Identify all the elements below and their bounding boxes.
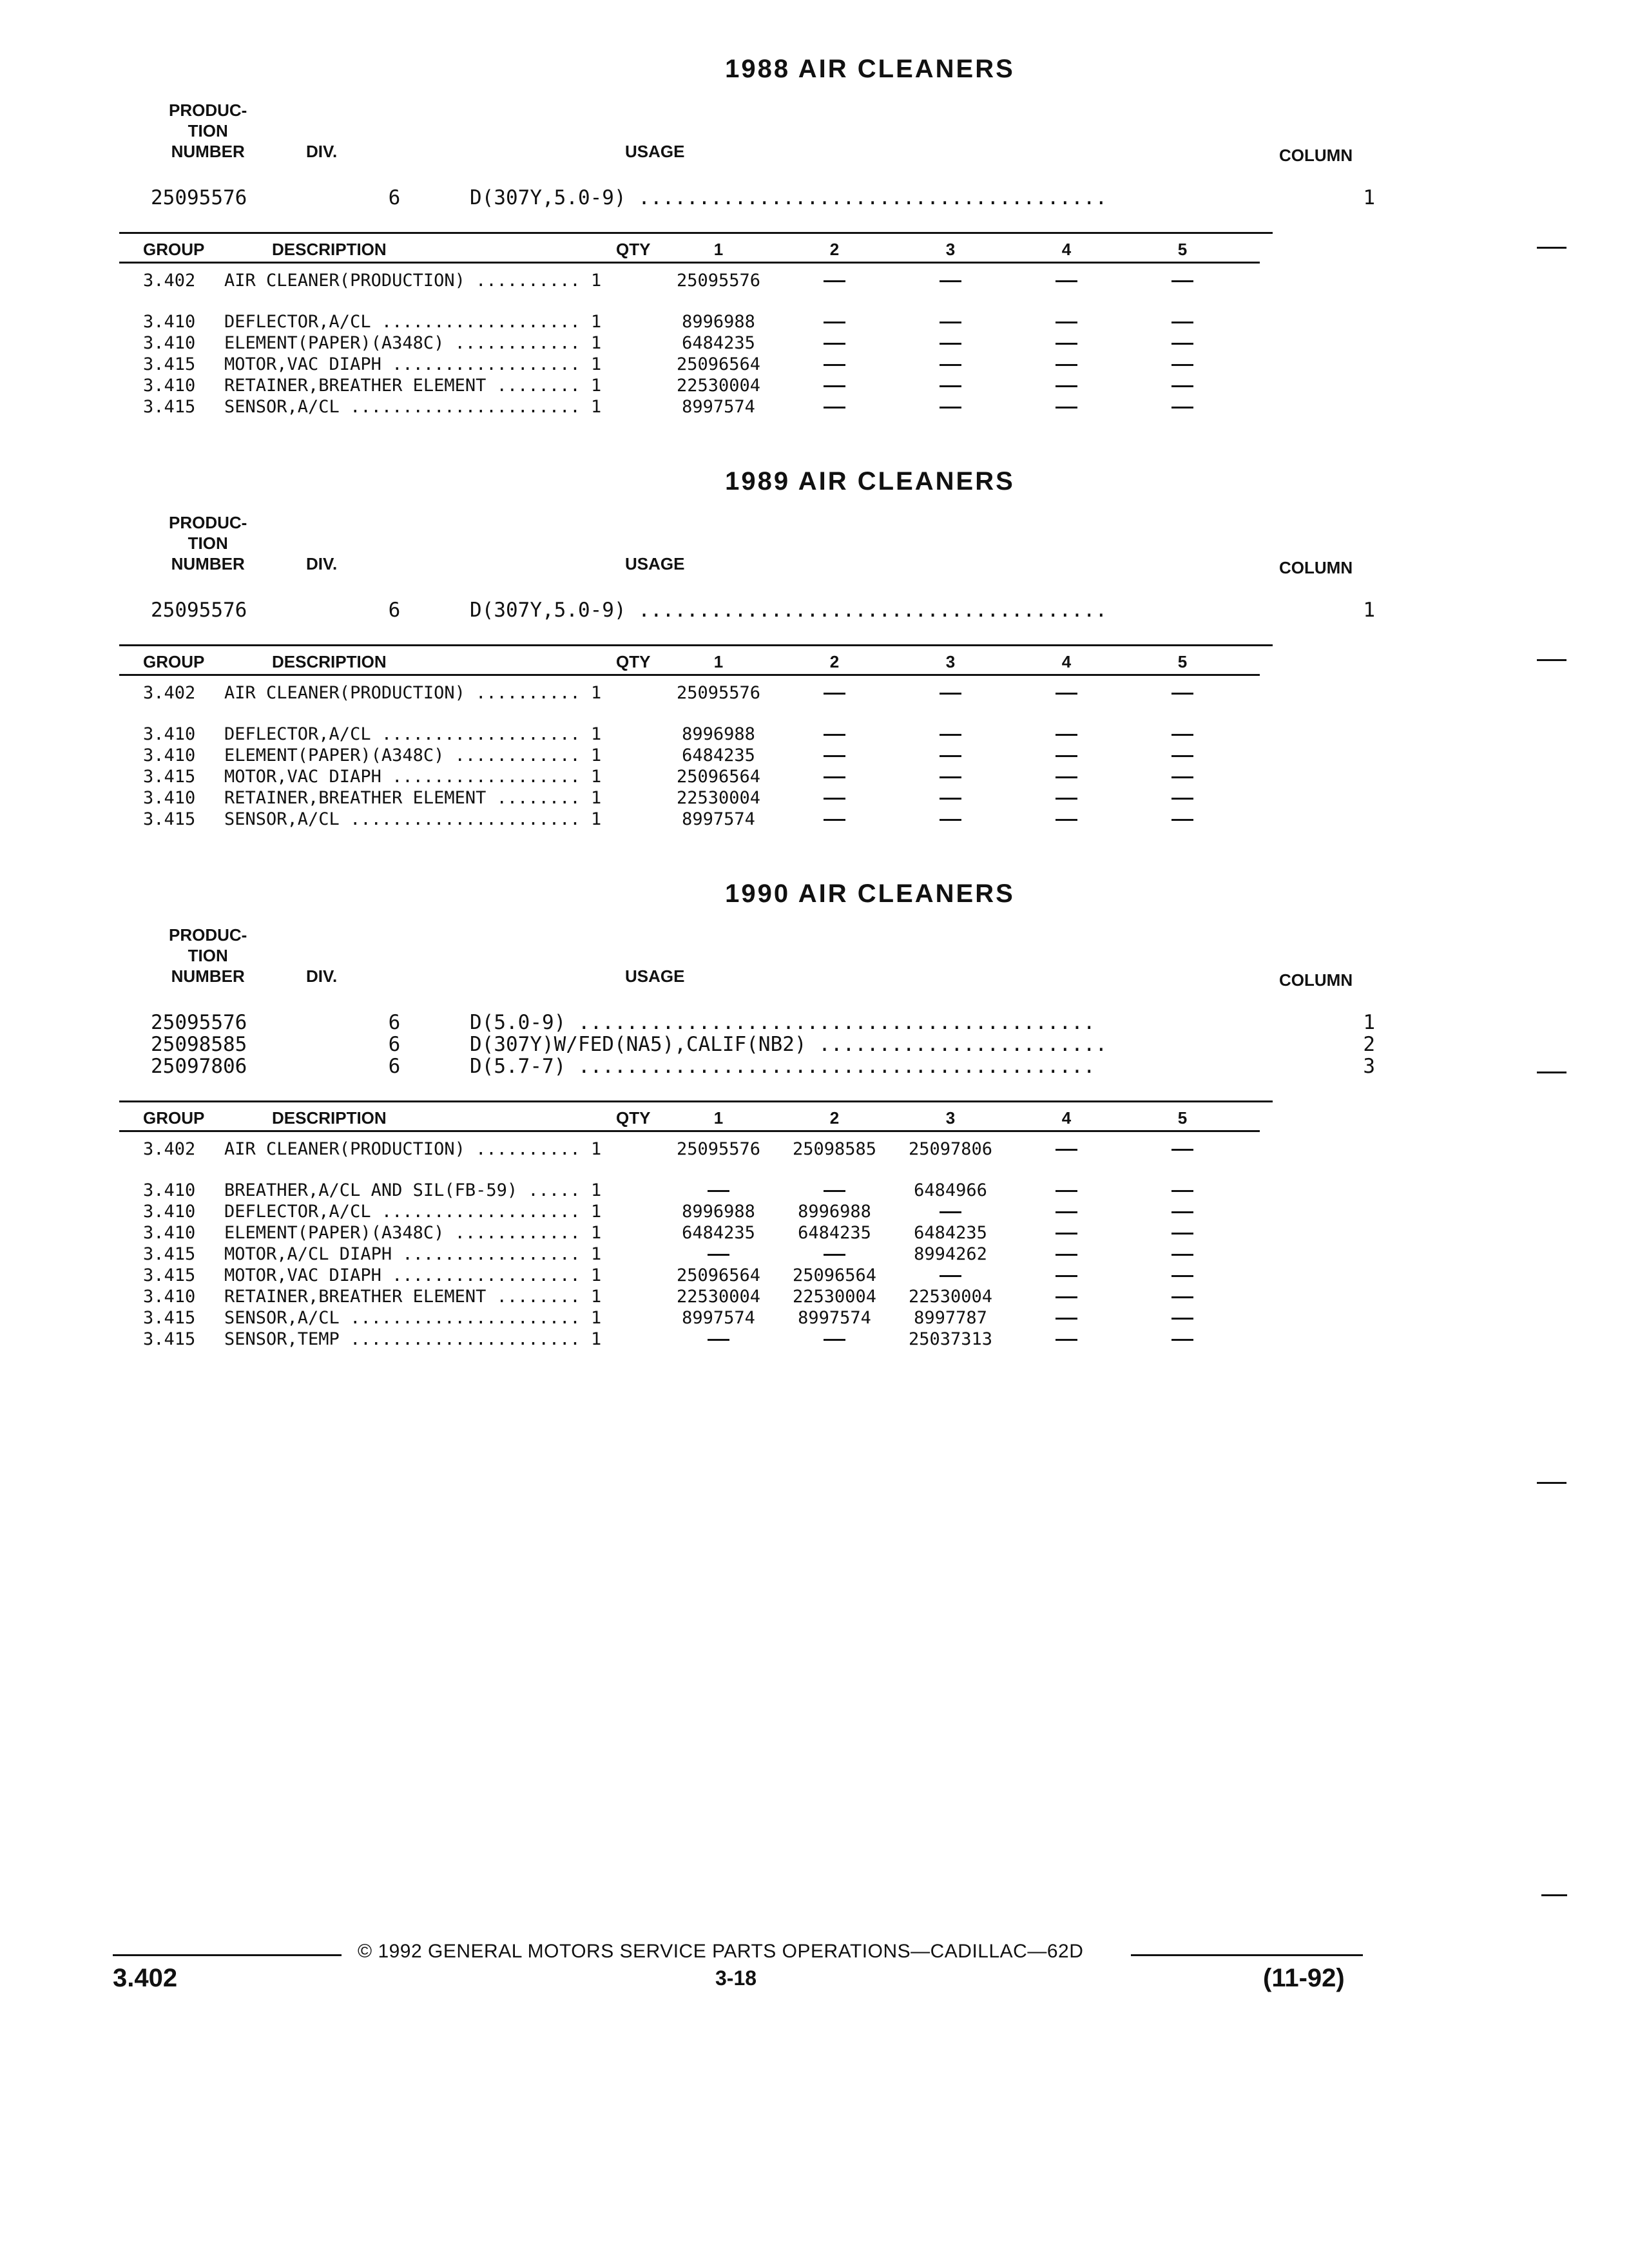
air-cleaner-section <box>110 879 1375 1349</box>
air-cleaner-section <box>110 467 1373 879</box>
description-column-header: DESCRIPTION <box>272 652 387 671</box>
part-number: 22530004 <box>676 788 761 808</box>
group-number: 3.410 <box>143 376 196 396</box>
header-line: NUMBER <box>171 966 245 986</box>
qty-column-header: QTY <box>616 1108 651 1128</box>
part-description: AIR CLEANER(PRODUCTION) .......... 1 <box>224 1139 602 1159</box>
part-description: MOTOR,VAC DIAPH .................. 1 <box>224 767 602 787</box>
group-number: 3.415 <box>143 1244 196 1264</box>
not-applicable-dash <box>1008 1329 1124 1350</box>
part-description: DEFLECTOR,A/CL ................... 1 <box>224 312 602 332</box>
table-row <box>110 683 1269 704</box>
section-rule <box>119 1100 1273 1102</box>
production-number: 25097806 <box>151 1055 247 1078</box>
header-line: PRODUC- <box>169 513 247 532</box>
not-applicable-dash <box>1008 1180 1124 1201</box>
part-number: 8997574 <box>798 1308 871 1328</box>
not-applicable-dash <box>892 745 1008 766</box>
part-number: 25096564 <box>676 1265 761 1285</box>
not-applicable-dash <box>1008 1139 1124 1160</box>
part-number: 25095576 <box>676 271 761 291</box>
part-number: 8996988 <box>682 1202 755 1222</box>
not-applicable-dash <box>1124 745 1240 766</box>
not-applicable-dash <box>660 1244 776 1265</box>
column-number: 1 <box>1363 599 1375 622</box>
not-applicable-dash <box>1008 683 1124 704</box>
table-row <box>110 333 1269 354</box>
not-applicable-dash <box>776 788 892 809</box>
production-number-header <box>169 512 247 574</box>
part-description: MOTOR,VAC DIAPH .................. 1 <box>224 1265 602 1285</box>
division: 6 <box>388 1033 401 1056</box>
div-header: DIV. <box>306 554 338 573</box>
header-line: PRODUC- <box>169 925 247 945</box>
usage-header: USAGE <box>625 142 685 161</box>
footer-group-number: 3.402 <box>113 1964 178 1992</box>
table-row <box>110 1329 1269 1350</box>
not-applicable-dash <box>1008 745 1124 766</box>
group-column-header: GROUP <box>143 652 205 671</box>
usage: D(5.0-9) ........................................... <box>470 1012 1095 1033</box>
part-description: AIR CLEANER(PRODUCTION) .......... 1 <box>224 683 602 703</box>
column-number: 1 <box>1363 186 1375 209</box>
margin-mark <box>1541 1894 1567 1896</box>
not-applicable-dash <box>1008 376 1124 396</box>
margin-mark <box>1537 1072 1566 1073</box>
group-number: 3.415 <box>143 1265 196 1285</box>
not-applicable-dash <box>1008 312 1124 332</box>
part-number: 22530004 <box>676 376 761 396</box>
group-number: 3.410 <box>143 312 196 332</box>
column-2-header: 2 <box>829 240 840 259</box>
group-number: 3.410 <box>143 1287 196 1307</box>
part-number: 6484235 <box>914 1223 987 1243</box>
table-row <box>110 724 1269 745</box>
part-description: ELEMENT(PAPER)(A348C) ............ 1 <box>224 333 602 353</box>
margin-mark <box>1537 1482 1566 1484</box>
part-number: 6484966 <box>914 1180 987 1200</box>
table-row <box>110 1265 1269 1286</box>
part-number: 8997574 <box>682 1308 755 1328</box>
part-description: SENSOR,TEMP ...................... 1 <box>224 1329 602 1349</box>
column-3-header: 3 <box>945 240 956 259</box>
part-number: 25097806 <box>908 1139 993 1159</box>
part-description: MOTOR,A/CL DIAPH ................. 1 <box>224 1244 602 1264</box>
not-applicable-dash <box>1124 1329 1240 1350</box>
section-title: 1989 AIR CLEANERS <box>725 467 1015 495</box>
group-number: 3.402 <box>143 271 196 291</box>
part-number: 22530004 <box>908 1287 993 1307</box>
not-applicable-dash <box>1124 1308 1240 1329</box>
part-description: ELEMENT(PAPER)(A348C) ............ 1 <box>224 745 602 765</box>
not-applicable-dash <box>1008 724 1124 745</box>
section-title: 1988 AIR CLEANERS <box>725 55 1015 83</box>
usage: D(307Y,5.0-9) ....................................... <box>470 599 1108 621</box>
column-3-header: 3 <box>945 1108 956 1128</box>
header-line: TION <box>188 533 228 553</box>
not-applicable-dash <box>892 724 1008 745</box>
group-number: 3.410 <box>143 724 196 744</box>
table-row <box>110 1308 1269 1329</box>
header-line: TION <box>188 121 228 140</box>
description-column-header: DESCRIPTION <box>272 1108 387 1128</box>
not-applicable-dash <box>776 271 892 291</box>
group-number: 3.410 <box>143 1202 196 1222</box>
part-number: 6484235 <box>682 1223 755 1243</box>
not-applicable-dash <box>892 1202 1008 1222</box>
part-number: 8997574 <box>682 397 755 417</box>
not-applicable-dash <box>892 1265 1008 1286</box>
header-line: NUMBER <box>171 142 245 161</box>
table-row <box>110 1202 1269 1222</box>
column-number: 2 <box>1363 1033 1375 1056</box>
group-number: 3.410 <box>143 1223 196 1243</box>
part-number: 6484235 <box>798 1223 871 1243</box>
usage: D(307Y,5.0-9) ....................................... <box>470 187 1108 209</box>
not-applicable-dash <box>776 1329 892 1350</box>
column-5-header: 5 <box>1177 240 1188 259</box>
table-row <box>110 1287 1269 1307</box>
not-applicable-dash <box>892 809 1008 830</box>
not-applicable-dash <box>1008 788 1124 809</box>
table-row <box>110 788 1269 809</box>
not-applicable-dash <box>892 312 1008 332</box>
not-applicable-dash <box>1124 1244 1240 1265</box>
part-description: MOTOR,VAC DIAPH .................. 1 <box>224 354 602 374</box>
footer-rule-left <box>113 1954 342 1956</box>
column-2-header: 2 <box>829 1108 840 1128</box>
table-row <box>110 376 1269 396</box>
group-number: 3.415 <box>143 1329 196 1349</box>
group-column-header: GROUP <box>143 1108 205 1128</box>
part-description: BREATHER,A/CL AND SIL(FB-59) ..... 1 <box>224 1180 602 1200</box>
group-number: 3.410 <box>143 788 196 808</box>
table-row <box>110 809 1269 830</box>
footer-rule-right <box>1131 1954 1363 1956</box>
table-header-rule <box>119 674 1260 676</box>
column-header: COLUMN <box>1279 970 1353 990</box>
part-number: 6484235 <box>682 745 755 765</box>
part-number: 25096564 <box>676 767 761 787</box>
usage: D(307Y)W/FED(NA5),CALIF(NB2) ........................ <box>470 1033 1108 1055</box>
group-number: 3.410 <box>143 1180 196 1200</box>
not-applicable-dash <box>892 354 1008 375</box>
usage-header: USAGE <box>625 554 685 573</box>
part-number: 22530004 <box>676 1287 761 1307</box>
production-number: 25095576 <box>151 599 247 622</box>
section-rule <box>119 232 1273 234</box>
division: 6 <box>388 186 401 209</box>
group-number: 3.410 <box>143 333 196 353</box>
not-applicable-dash <box>776 333 892 354</box>
part-number: 25098585 <box>792 1139 877 1159</box>
part-description: DEFLECTOR,A/CL ................... 1 <box>224 1202 602 1222</box>
production-number: 25095576 <box>151 1011 247 1034</box>
column-4-header: 4 <box>1061 652 1072 671</box>
column-number: 3 <box>1363 1055 1375 1078</box>
table-header <box>110 652 1269 671</box>
table-header-rule <box>119 262 1260 264</box>
not-applicable-dash <box>1124 1180 1240 1201</box>
not-applicable-dash <box>776 809 892 830</box>
footer-date: (11-92) <box>1263 1964 1345 1992</box>
not-applicable-dash <box>776 1244 892 1265</box>
not-applicable-dash <box>776 1180 892 1201</box>
table-row <box>110 1180 1269 1201</box>
not-applicable-dash <box>1124 376 1240 396</box>
not-applicable-dash <box>892 788 1008 809</box>
margin-mark <box>1537 247 1566 249</box>
not-applicable-dash <box>1124 809 1240 830</box>
column-4-header: 4 <box>1061 240 1072 259</box>
not-applicable-dash <box>1124 333 1240 354</box>
description-column-header: DESCRIPTION <box>272 240 387 259</box>
part-number: 25096564 <box>676 354 761 374</box>
table-row <box>110 312 1269 332</box>
not-applicable-dash <box>1008 1265 1124 1286</box>
not-applicable-dash <box>1008 1244 1124 1265</box>
group-number: 3.415 <box>143 354 196 374</box>
table-row <box>110 354 1269 375</box>
not-applicable-dash <box>776 767 892 787</box>
not-applicable-dash <box>1008 271 1124 291</box>
part-number: 8996988 <box>798 1202 871 1222</box>
table-row <box>110 397 1269 418</box>
production-number: 25095576 <box>151 186 247 209</box>
part-number: 8994262 <box>914 1244 987 1264</box>
not-applicable-dash <box>1008 767 1124 787</box>
header-line: TION <box>188 946 228 965</box>
part-number: 22530004 <box>792 1287 877 1307</box>
not-applicable-dash <box>1124 271 1240 291</box>
group-number: 3.402 <box>143 683 196 703</box>
column-5-header: 5 <box>1177 1108 1188 1128</box>
not-applicable-dash <box>1008 809 1124 830</box>
division: 6 <box>388 599 401 622</box>
footer-page-number: 3-18 <box>715 1966 757 1990</box>
group-number: 3.415 <box>143 397 196 417</box>
group-number: 3.402 <box>143 1139 196 1159</box>
not-applicable-dash <box>776 745 892 766</box>
division: 6 <box>388 1055 401 1078</box>
table-row <box>110 1139 1269 1160</box>
not-applicable-dash <box>776 312 892 332</box>
part-description: SENSOR,A/CL ...................... 1 <box>224 1308 602 1328</box>
group-number: 3.415 <box>143 1308 196 1328</box>
column-number: 1 <box>1363 1011 1375 1034</box>
column-5-header: 5 <box>1177 652 1188 671</box>
div-header: DIV. <box>306 966 338 986</box>
table-row <box>110 745 1269 766</box>
not-applicable-dash <box>1008 354 1124 375</box>
not-applicable-dash <box>1124 312 1240 332</box>
part-number: 25095576 <box>676 683 761 703</box>
qty-column-header: QTY <box>616 240 651 259</box>
table-header-rule <box>119 1130 1260 1132</box>
air-cleaner-section <box>110 55 1373 467</box>
group-number: 3.415 <box>143 767 196 787</box>
table-row <box>110 1244 1269 1265</box>
part-description: RETAINER,BREATHER ELEMENT ........ 1 <box>224 788 602 808</box>
not-applicable-dash <box>1008 1202 1124 1222</box>
not-applicable-dash <box>1008 1308 1124 1329</box>
not-applicable-dash <box>1124 724 1240 745</box>
not-applicable-dash <box>892 271 1008 291</box>
part-number: 8997574 <box>682 809 755 829</box>
not-applicable-dash <box>1008 1287 1124 1307</box>
not-applicable-dash <box>776 683 892 704</box>
not-applicable-dash <box>1124 767 1240 787</box>
margin-mark <box>1537 659 1566 661</box>
column-4-header: 4 <box>1061 1108 1072 1128</box>
not-applicable-dash <box>1008 397 1124 418</box>
column-1-header: 1 <box>713 240 724 259</box>
not-applicable-dash <box>1124 683 1240 704</box>
usage: D(5.7-7) ........................................... <box>470 1055 1095 1077</box>
column-2-header: 2 <box>829 652 840 671</box>
footer-copyright: © 1992 GENERAL MOTORS SERVICE PARTS OPERATIONS—CADILLAC—62D <box>358 1941 1084 1962</box>
part-number: 25096564 <box>792 1265 877 1285</box>
usage-header: USAGE <box>625 966 685 986</box>
not-applicable-dash <box>1124 354 1240 375</box>
column-1-header: 1 <box>713 1108 724 1128</box>
not-applicable-dash <box>1124 1223 1240 1244</box>
part-description: RETAINER,BREATHER ELEMENT ........ 1 <box>224 376 602 396</box>
column-1-header: 1 <box>713 652 724 671</box>
table-row <box>110 767 1269 787</box>
not-applicable-dash <box>892 376 1008 396</box>
part-number: 25037313 <box>908 1329 993 1349</box>
not-applicable-dash <box>776 397 892 418</box>
not-applicable-dash <box>892 767 1008 787</box>
table-header <box>110 1108 1269 1128</box>
part-number: 8997787 <box>914 1308 987 1328</box>
production-number-header <box>169 925 247 986</box>
div-header: DIV. <box>306 142 338 161</box>
table-row <box>110 1223 1269 1244</box>
not-applicable-dash <box>1124 1287 1240 1307</box>
production-number-header <box>169 100 247 162</box>
production-number: 25098585 <box>151 1033 247 1056</box>
not-applicable-dash <box>1124 1265 1240 1286</box>
not-applicable-dash <box>892 333 1008 354</box>
not-applicable-dash <box>776 376 892 396</box>
header-line: NUMBER <box>171 554 245 573</box>
part-number: 25095576 <box>676 1139 761 1159</box>
not-applicable-dash <box>1124 1139 1240 1160</box>
qty-column-header: QTY <box>616 652 651 671</box>
section-title: 1990 AIR CLEANERS <box>725 879 1015 908</box>
column-header: COLUMN <box>1279 146 1353 165</box>
part-description: SENSOR,A/CL ...................... 1 <box>224 397 602 417</box>
division: 6 <box>388 1011 401 1034</box>
column-3-header: 3 <box>945 652 956 671</box>
column-header: COLUMN <box>1279 558 1353 577</box>
part-description: SENSOR,A/CL ...................... 1 <box>224 809 602 829</box>
not-applicable-dash <box>1008 333 1124 354</box>
part-number: 8996988 <box>682 724 755 744</box>
part-description: ELEMENT(PAPER)(A348C) ............ 1 <box>224 1223 602 1243</box>
not-applicable-dash <box>660 1180 776 1201</box>
part-description: AIR CLEANER(PRODUCTION) .......... 1 <box>224 271 602 291</box>
table-row <box>110 271 1269 291</box>
part-number: 6484235 <box>682 333 755 353</box>
not-applicable-dash <box>892 397 1008 418</box>
not-applicable-dash <box>892 683 1008 704</box>
not-applicable-dash <box>1124 788 1240 809</box>
not-applicable-dash <box>776 724 892 745</box>
not-applicable-dash <box>1124 397 1240 418</box>
group-number: 3.410 <box>143 745 196 765</box>
section-rule <box>119 644 1273 646</box>
part-description: RETAINER,BREATHER ELEMENT ........ 1 <box>224 1287 602 1307</box>
not-applicable-dash <box>1124 1202 1240 1222</box>
not-applicable-dash <box>1008 1223 1124 1244</box>
not-applicable-dash <box>660 1329 776 1350</box>
part-number: 8996988 <box>682 312 755 332</box>
table-header <box>110 240 1269 259</box>
header-line: PRODUC- <box>169 101 247 120</box>
group-number: 3.415 <box>143 809 196 829</box>
part-description: DEFLECTOR,A/CL ................... 1 <box>224 724 602 744</box>
group-column-header: GROUP <box>143 240 205 259</box>
not-applicable-dash <box>776 354 892 375</box>
